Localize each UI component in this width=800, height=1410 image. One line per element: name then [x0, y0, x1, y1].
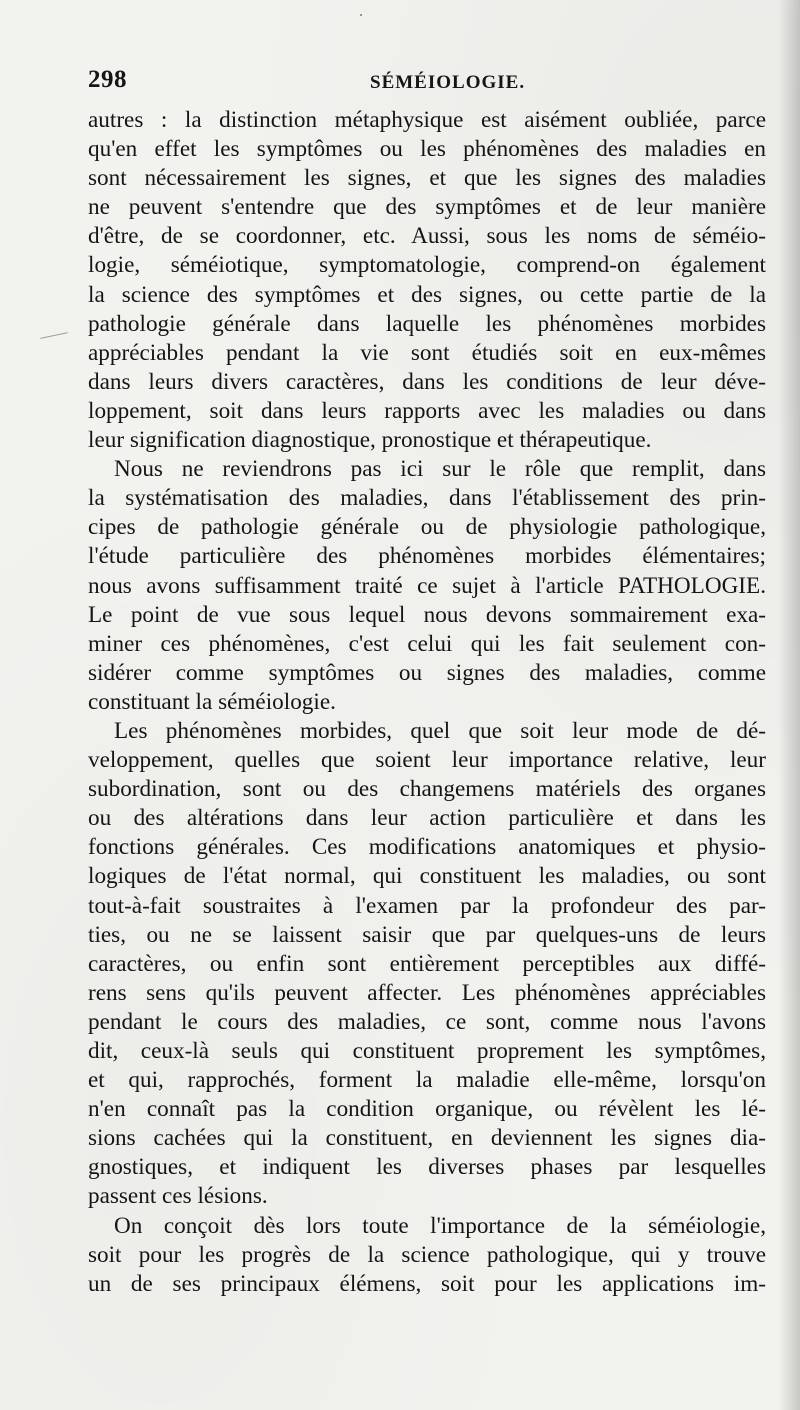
text-line: et qui, rapprochés, forment la maladie elle-même, lorsqu'on: [88, 1067, 766, 1094]
paragraph-start-line: Nous ne reviendrons pas ici sur le rôle que remplit, dans: [114, 456, 766, 483]
text-line: logie, séméiotique, symptomatologie, comprend-on également: [88, 252, 766, 279]
text-line: tout-à-fait soustraites à l'examen par la profondeur des par-: [88, 892, 766, 919]
text-line: Le point de vue sous lequel nous devons sommairement exa-: [88, 601, 766, 628]
text-line: sidérer comme symptômes ou signes des maladies, comme: [88, 659, 766, 686]
text-line: soit pour les progrès de la science pathologique, qui y trouve: [88, 1241, 766, 1268]
body-text: [88, 106, 766, 1299]
running-title: SÉMÉIOLOGIE.: [370, 72, 526, 93]
text-line: veloppement, quelles que soient leur importance relative, leur: [88, 747, 766, 774]
text-line: pendant le cours des maladies, ce sont, comme nous l'avons: [88, 1008, 766, 1035]
text-line: constituant la séméiologie.: [88, 688, 336, 715]
text-line: sions cachées qui la constituent, en deviennent les signes dia-: [88, 1125, 766, 1152]
paragraph-start-line: Les phénomènes morbides, quel que soit leur mode de dé-: [114, 717, 766, 744]
text-line: leur signification diagnostique, pronostique et thérapeutique.: [88, 427, 652, 454]
text-line: ou des altérations dans leur action particulière et dans les: [88, 805, 766, 832]
text-line: ties, ou ne se laissent saisir que par quelques-uns de leurs: [88, 921, 766, 948]
text-line: miner ces phénomènes, c'est celui qui les fait seulement con-: [88, 630, 766, 657]
scan-mark: [40, 332, 68, 339]
text-line: ne peuvent s'entendre que des symptômes et de leur manière: [88, 194, 766, 221]
binding-shadow: [778, 0, 800, 1410]
text-line: la systématisation des maladies, dans l'établissement des prin-: [88, 485, 766, 512]
text-line: dit, ceux-là seuls qui constituent proprement les symptômes,: [88, 1038, 766, 1064]
paragraph-start-line: On conçoit dès lors toute l'importance de la séméiologie,: [114, 1212, 766, 1239]
text-line: l'étude particulière des phénomènes morbides élémentaires;: [88, 543, 766, 570]
text-line: pathologie générale dans laquelle les phénomènes morbides: [88, 310, 766, 337]
text-line: logiques de l'état normal, qui constituent les maladies, ou sont: [88, 863, 766, 890]
text-line: la science des symptômes et des signes, ou cette partie de la: [88, 281, 766, 308]
text-line: gnostiques, et indiquent les diverses phases par lesquelles: [88, 1154, 766, 1181]
page-number: 298: [88, 66, 127, 93]
scan-speck: [360, 14, 362, 16]
text-line: caractères, ou enfin sont entièrement perceptibles aux diffé-: [88, 950, 766, 977]
text-line: d'être, de se coordonner, etc. Aussi, sous les noms de séméio-: [88, 223, 766, 250]
text-line: loppement, soit dans leurs rapports avec les maladies ou dans: [88, 397, 766, 424]
text-line: dans leurs divers caractères, dans les conditions de leur déve-: [88, 368, 766, 395]
text-line: subordination, sont ou des changemens matériels des organes: [88, 776, 766, 803]
text-line: n'en connaît pas la condition organique, ou révèlent les lé-: [88, 1096, 766, 1123]
text-line: fonctions générales. Ces modifications anatomiques et physio-: [88, 834, 766, 861]
text-line: nous avons suffisamment traité ce sujet à l'article PATHOLOGIE.: [88, 572, 766, 599]
text-line: qu'en effet les symptômes ou les phénomènes des maladies en: [88, 136, 766, 163]
page-header: [88, 66, 768, 100]
text-line: appréciables pendant la vie sont étudiés soit en eux-mêmes: [88, 339, 766, 366]
text-line: autres : la distinction métaphysique est aisément oubliée, parce: [88, 107, 766, 133]
text-line: passent ces lésions.: [88, 1183, 268, 1210]
text-line: cipes de pathologie générale ou de physiologie pathologique,: [88, 514, 766, 541]
text-line: sont nécessairement les signes, et que les signes des maladies: [88, 165, 766, 192]
text-line: un de ses principaux élémens, soit pour les applications im-: [88, 1270, 766, 1297]
text-line: rens sens qu'ils peuvent affecter. Les phénomènes appréciables: [88, 979, 766, 1006]
